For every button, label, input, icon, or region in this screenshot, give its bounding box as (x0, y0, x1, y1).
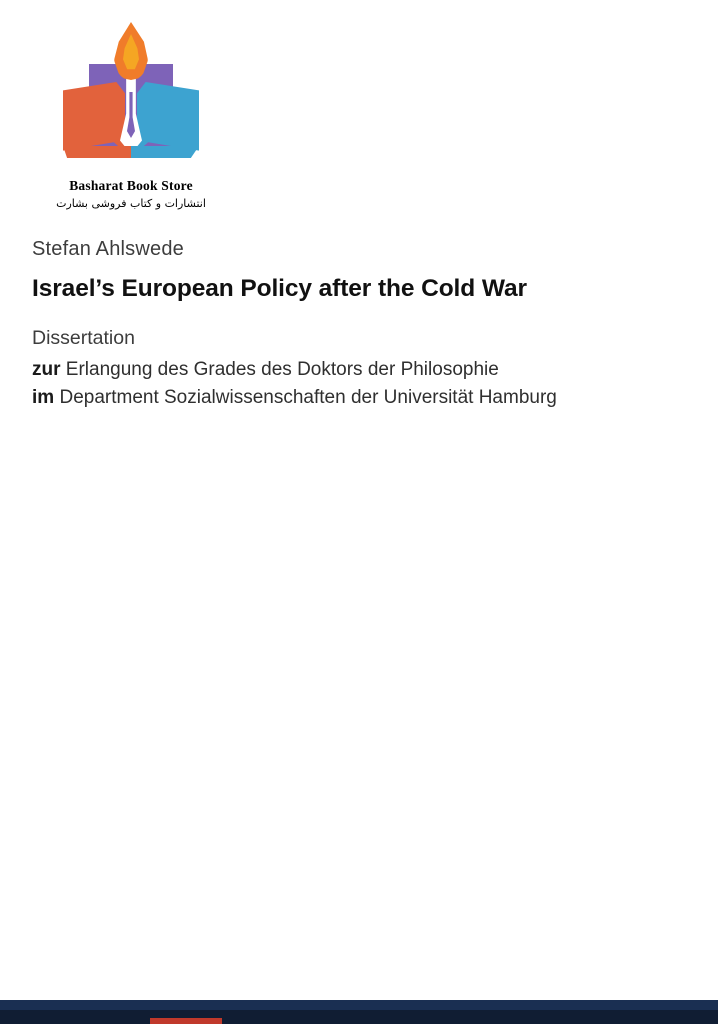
publisher-name-fa: انتشارات و کتاب فروشی بشارت (56, 197, 206, 210)
book-base-left-shape (63, 146, 131, 158)
title-block (32, 238, 718, 412)
page-title: Israel’s European Policy after the Cold War (32, 275, 527, 302)
book-right-page-shape (137, 82, 199, 152)
publisher-name-en: Basharat Book Store (69, 178, 193, 193)
footer-bar (0, 1000, 718, 1010)
author-name: Stefan Ahlswede (32, 238, 184, 260)
footer-accent (150, 1018, 222, 1024)
publisher-logo-block (56, 20, 206, 210)
purpose-line-1: zur Erlangung des Grades des Doktors der Philosophie (32, 359, 499, 380)
footer-strip (0, 1010, 718, 1024)
purpose-line-2: im Department Sozialwissenschaften der Universität Hamburg (32, 387, 557, 409)
document-kind: Dissertation (32, 327, 135, 349)
book-flame-logo-icon (59, 20, 203, 168)
book-left-page-shape (63, 82, 125, 152)
